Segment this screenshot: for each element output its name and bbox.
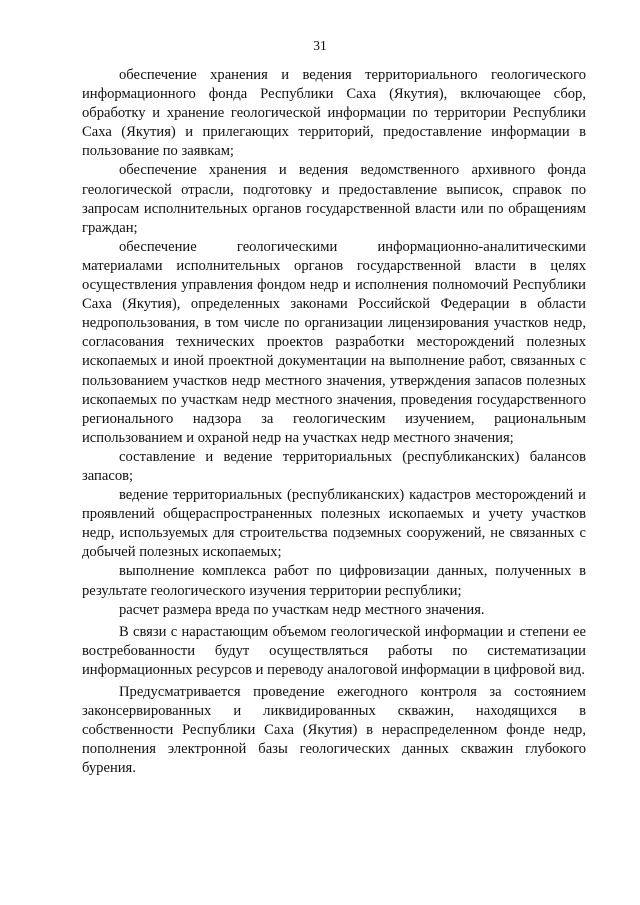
paragraph-4: составление и ведение территориальных (республиканских) балансов запасов; xyxy=(82,448,586,484)
paragraph-7: расчет размера вреда по участкам недр местного значения. xyxy=(119,601,485,618)
paragraph-1: обеспечение хранения и ведения территориального геологического информационного фонда Республики Саха (Якутия), включающее сбор, обработку и хранение геологической информации по территории Республики Саха (Якутия) и прилегающих территорий, предоставление информации в пользование по заявкам; xyxy=(82,67,586,160)
paragraph-8: В связи с нарастающим объемом геологической информации и степени ее востребованности будут осуществляться работы по систематизации информационных ресурсов и переводу аналоговой информации в цифровой вид. xyxy=(82,623,586,678)
page-number: 31 xyxy=(313,38,327,53)
paragraph-6: выполнение комплекса работ по цифровизации данных, полученных в результате геологического изучения территории республики; xyxy=(82,563,586,599)
paragraph-2: обеспечение хранения и ведения ведомственного архивного фонда геологической отрасли, подготовку и предоставление выписок, справок по запросам исполнительных органов государственной власти или по обращениям граждан; xyxy=(82,162,586,236)
paragraph-3: обеспечение геологическими информационно-аналитическими материалами исполнительных органов государственной власти в целях осуществления управления фондом недр и исполнения полномочий Республики Саха (Якутия), определенных законами Российской Федерации в области недропользования, в том числе по организации лицензирования участков недр, согласования технических проектов разработки месторождений полезных ископаемых и иной проектной документации на выполнение работ, связанных с пользованием участков недр местного значения, утверждения запасов полезных ископаемых по участкам недр местного значения, проведения государственного регионального надзора за геологическим изучением, рациональным использованием и охраной недр на участках недр местного значения; xyxy=(82,238,586,446)
paragraph-9: Предусматривается проведение ежегодного контроля за состоянием законсервированных и ликвидированных скважин, находящихся в собственности Республики Саха (Якутия) в нераспределенном фонде недр, пополнения электронной базы геологических данных скважин глубокого бурения. xyxy=(82,684,586,777)
body-text xyxy=(82,66,586,778)
paragraph-5: ведение территориальных (республиканских) кадастров месторождений и проявлений общераспространенных полезных ископаемых и учету участков недр, используемых для строительства подземных сооружений, не связанных с добычей полезных ископаемых; xyxy=(82,487,586,561)
